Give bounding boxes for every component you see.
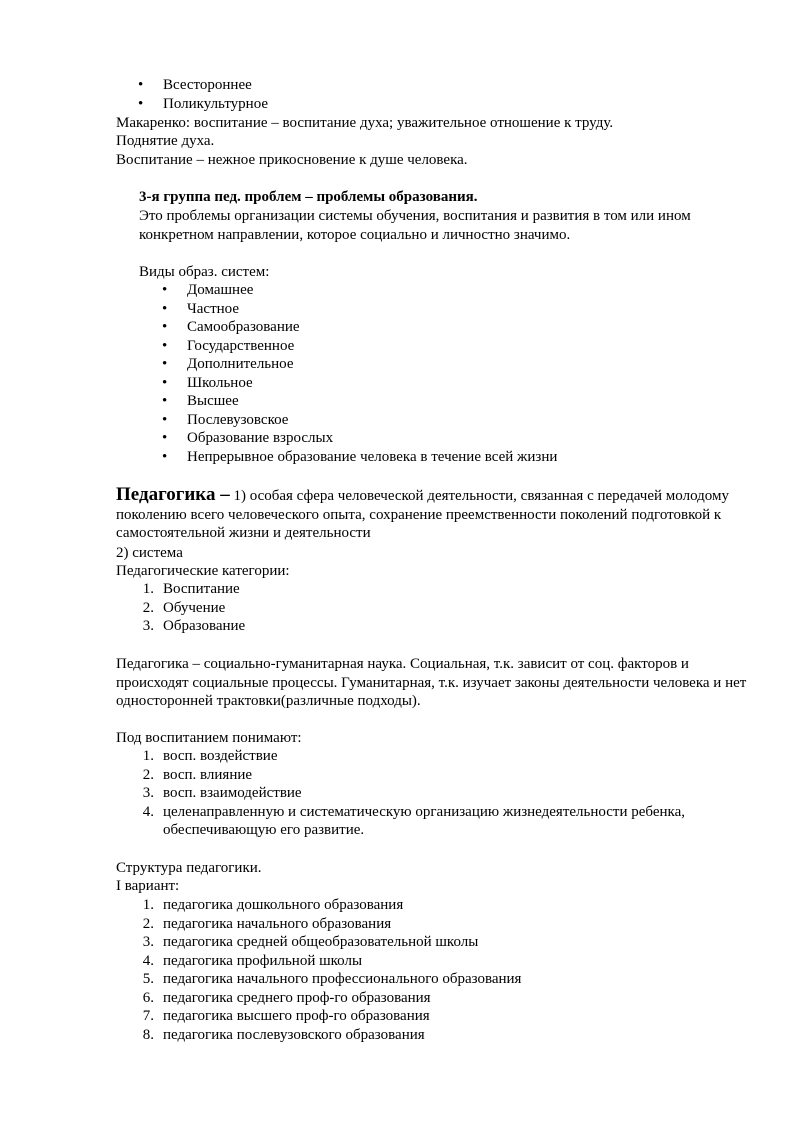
bullet-icon: • <box>162 393 168 409</box>
list-item: 5. педагогика начального профессионального образования <box>142 971 522 987</box>
edu-types-list <box>116 281 752 466</box>
list-item: • Образование взрослых <box>162 430 334 446</box>
bullet-icon: • <box>162 300 168 317</box>
structure-title: Структура педагогики. <box>116 860 262 876</box>
list-item: • Поликультурное <box>138 95 269 112</box>
upbringing-definition: Воспитание – нежное прикосновение к душе человека. <box>116 152 468 168</box>
list-item: • Всестороннее <box>138 77 252 93</box>
variant-label: I вариант: <box>116 878 180 894</box>
intro-bullet-list <box>116 76 752 113</box>
list-item: • Частное <box>162 300 239 317</box>
upbringing-list <box>116 747 752 840</box>
list-item: 1. педагогика дошкольного образования <box>142 897 404 913</box>
group3-text: Это проблемы организации системы обучения, воспитания и развития в том или ином конкретном направлении, которое социально и личностно значимо. <box>139 208 691 243</box>
bullet-icon: • <box>162 411 168 428</box>
pedagogy-definition-2: 2) система <box>116 545 183 561</box>
list-item: 4. целенаправленную и систематическую организацию жизнедеятельности ребенка, обеспечивающую его развитие. <box>142 803 686 838</box>
list-item: 1. Воспитание <box>142 581 240 597</box>
bullet-icon: • <box>138 95 144 112</box>
list-item: 4. педагогика профильной школы <box>142 952 363 969</box>
spirit-text: Поднятие духа. <box>116 133 215 149</box>
list-item: • Государственное <box>162 337 295 354</box>
list-item: 8. педагогика послевузовского образования <box>142 1026 425 1043</box>
list-item: 3. восп. взаимодействие <box>142 785 302 801</box>
bullet-icon: • <box>162 374 168 391</box>
bullet-icon: • <box>162 356 168 372</box>
structure-list <box>116 896 752 1044</box>
science-text: Педагогика – социально-гуманитарная наука. Социальная, т.к. зависит от соц. факторов и происходят социальные процессы. Гуманитарная, т.к. изучает законы деятельности человека и нет односторонней трактовки(различные подходы). <box>116 656 747 709</box>
bullet-icon: • <box>162 337 168 354</box>
bullet-icon: • <box>162 282 168 298</box>
upbringing-title: Под воспитанием понимают: <box>116 730 302 746</box>
list-item: • Высшее <box>162 393 239 409</box>
pedagogy-definition <box>116 486 752 543</box>
group3-heading: 3-я группа пед. проблем – проблемы образования. <box>139 189 478 205</box>
list-item: 2. педагогика начального образования <box>142 915 392 932</box>
list-item: 6. педагогика среднего проф-го образования <box>142 989 431 1006</box>
bullet-icon: • <box>162 448 168 465</box>
bullet-icon: • <box>138 77 144 93</box>
categories-title: Педагогические категории: <box>116 563 290 579</box>
list-item: • Самообразование <box>162 319 300 335</box>
list-item: 3. Образование <box>142 618 246 634</box>
list-item: • Непрерывное образование человека в течение всей жизни <box>162 448 558 465</box>
bullet-icon: • <box>162 430 168 446</box>
list-item: 2. восп. влияние <box>142 766 253 783</box>
list-item: 7. педагогика высшего проф-го образования <box>142 1008 430 1024</box>
list-item: 1. восп. воздействие <box>142 748 278 764</box>
bullet-icon: • <box>162 319 168 335</box>
list-item: 2. Обучение <box>142 599 226 616</box>
list-item: • Послевузовское <box>162 411 289 428</box>
edu-types-title: Виды образ. систем: <box>139 264 270 280</box>
list-item: • Дополнительное <box>162 356 294 372</box>
makarenko-text: Макаренко: воспитание – воспитание духа; уважительное отношение к труду. <box>116 115 614 131</box>
pedagogy-definition-text: 1) особая сфера человеческой деятельности, связанная с передачей молодому поколению всего человеческого опыта, сохранение преемственности поколений подготовкой к самостоятельной жизни и деятельности <box>116 488 729 541</box>
list-item: 3. педагогика средней общеобразовательной школы <box>142 934 479 950</box>
list-item: • Домашнее <box>162 282 254 298</box>
list-item: • Школьное <box>162 374 253 391</box>
categories-list <box>116 580 752 636</box>
pedagogy-term: Педагогика – <box>116 484 230 505</box>
